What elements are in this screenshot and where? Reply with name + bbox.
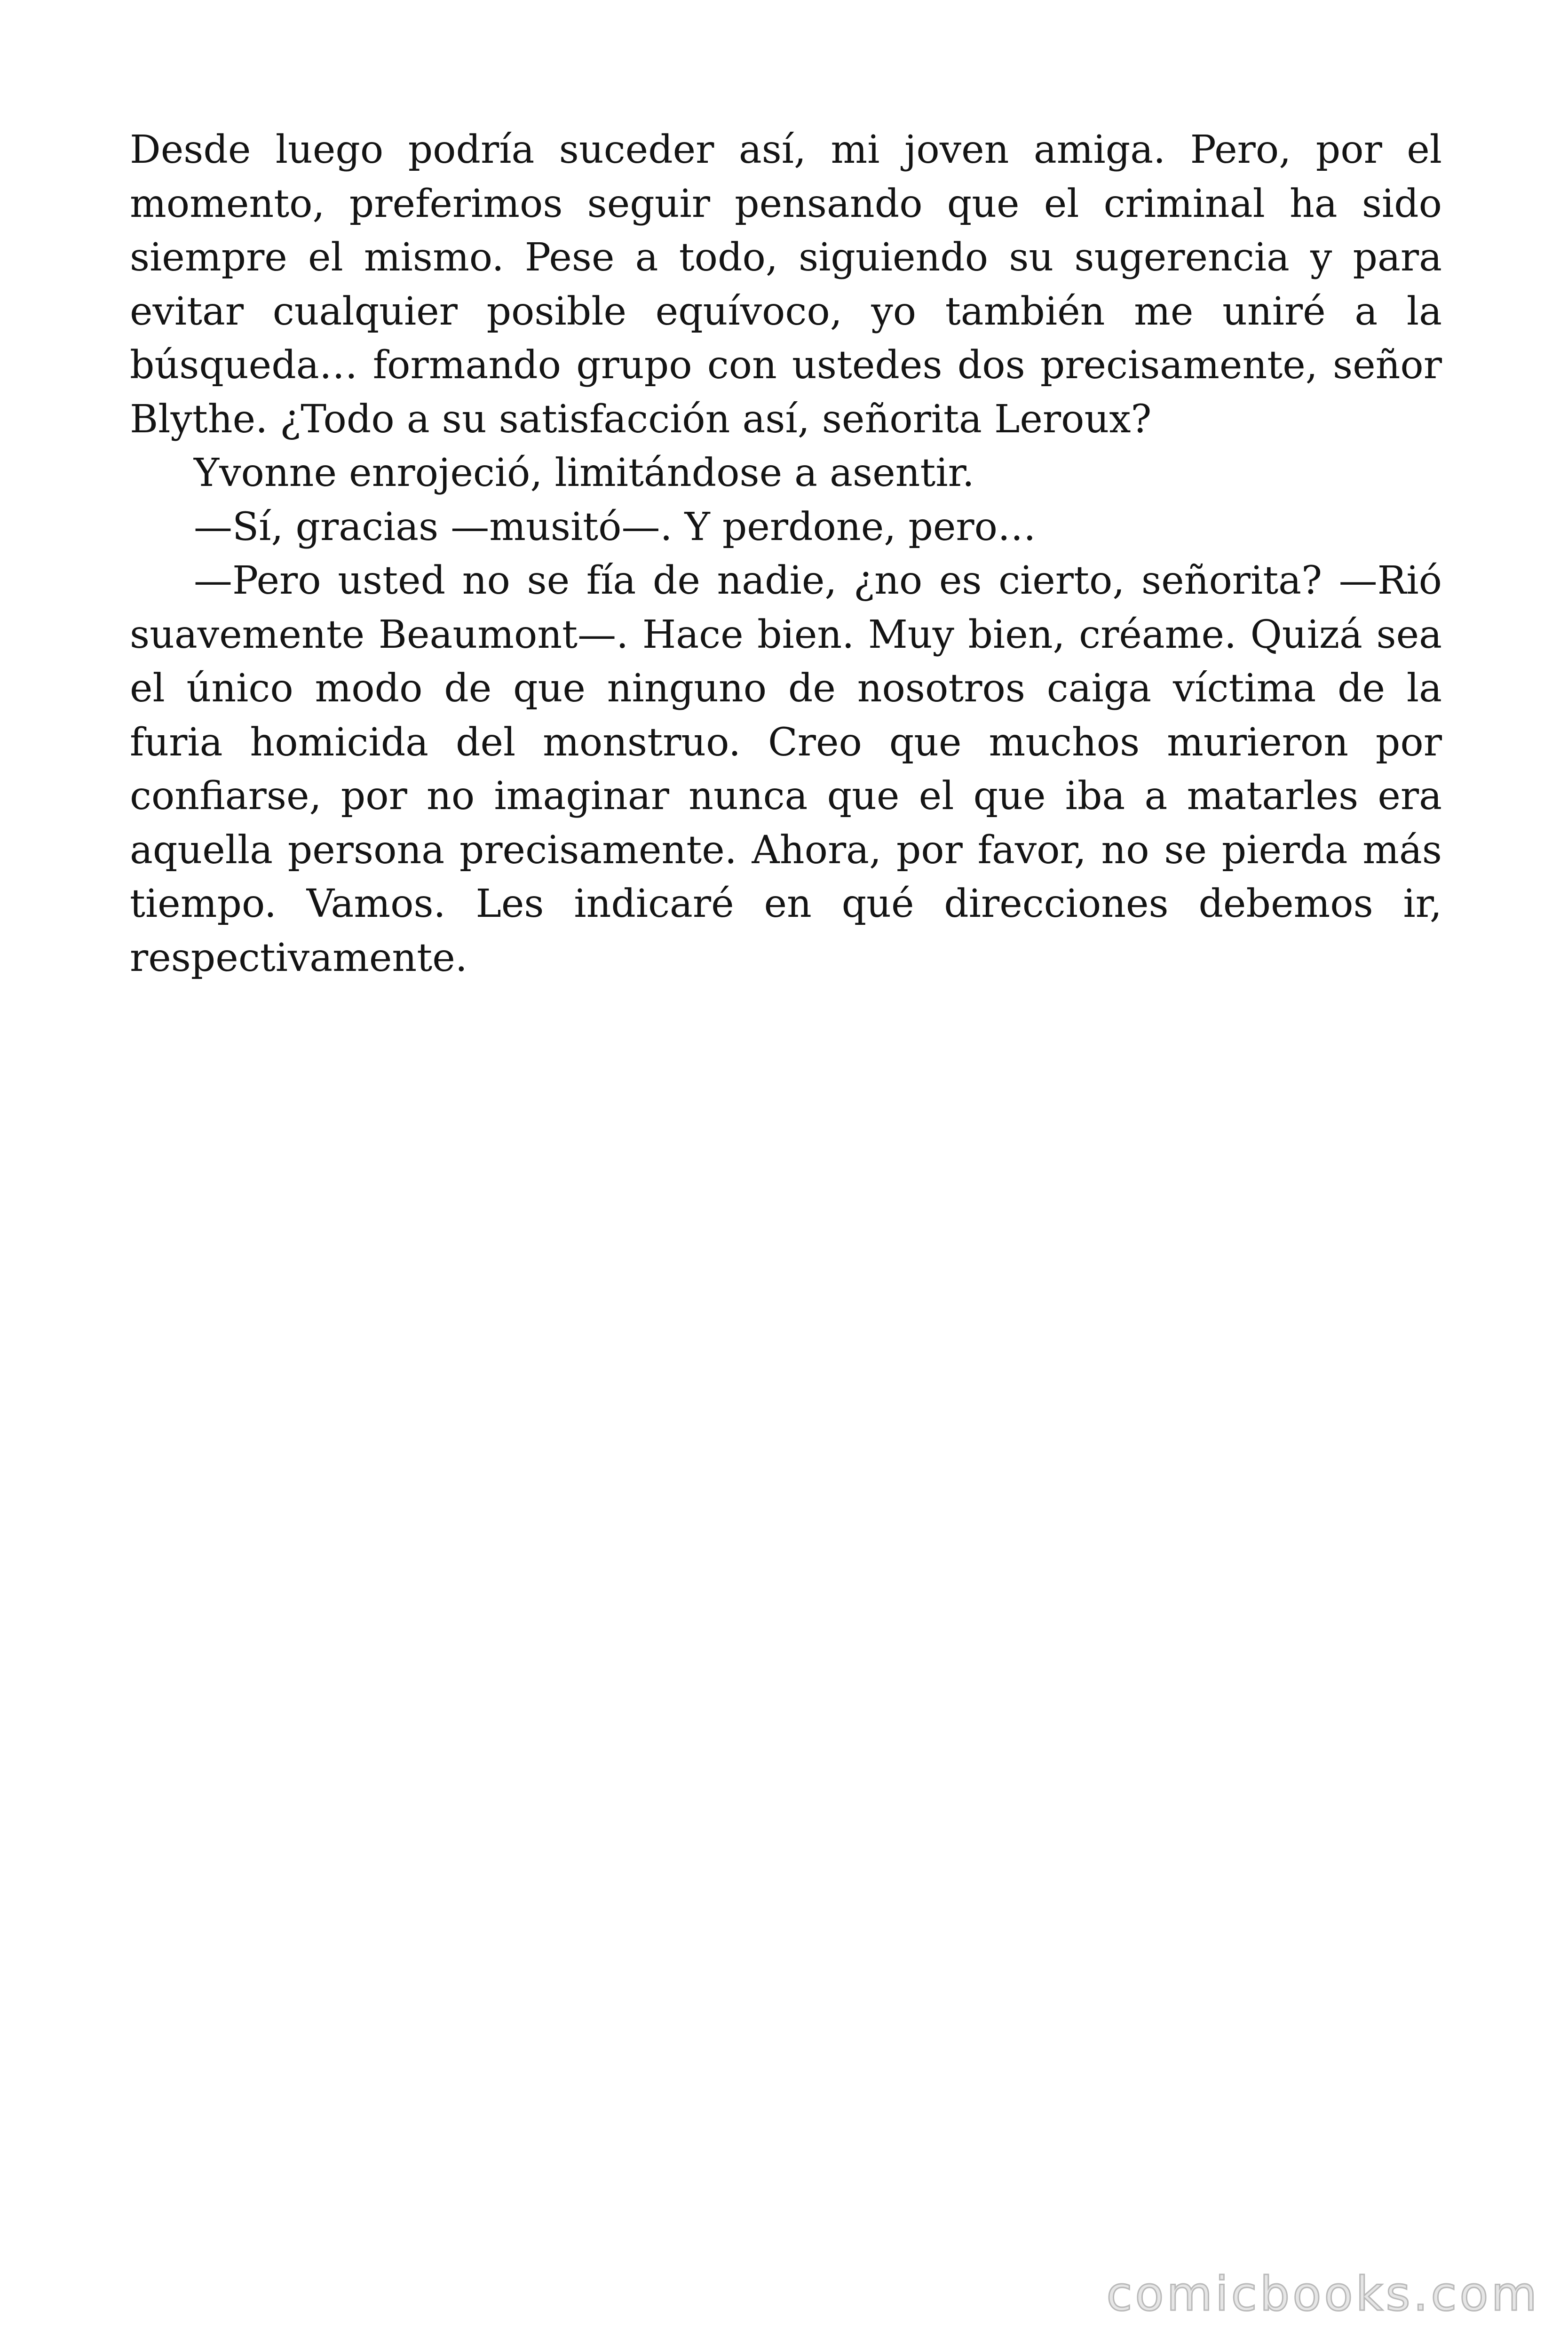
paragraph-3: —Sí, gracias —musitó—. Y perdone, pero… [194,504,1036,549]
body-text [130,123,1442,985]
paragraph-1: Desde luego podría suceder así, mi joven amiga. Pero, por el momento, preferimos seguir pensando que el criminal ha sido siempre el mismo. Pese a todo, siguiendo su sugerencia y para evitar cualquier posible equívoco, yo también me uniré a la búsqueda… formando grupo con ustedes dos precisamente, señor Blythe. ¿Todo a su satisfacción así, señorita Leroux? [130,127,1442,442]
paragraph-4: —Pero usted no se fía de nadie, ¿no es cierto, señorita? —Rió suavemente Beaumont—. Hace bien. Muy bien, créame. Quizá sea el único modo de que ninguno de nosotros caiga víctima de la furia homicida del monstruo. Creo que muchos murieron por confiarse, por no imaginar nunca que el que iba a matarles era aquella persona precisamente. Ahora, por favor, no se pierda más tiempo. Vamos. Les indicaré en qué direcciones debemos ir, respectivamente. [130,558,1442,980]
paragraph-2: Yvonne enrojeció, limitándose a asentir. [194,451,974,495]
watermark: comicbooks.com [1106,2266,1540,2321]
